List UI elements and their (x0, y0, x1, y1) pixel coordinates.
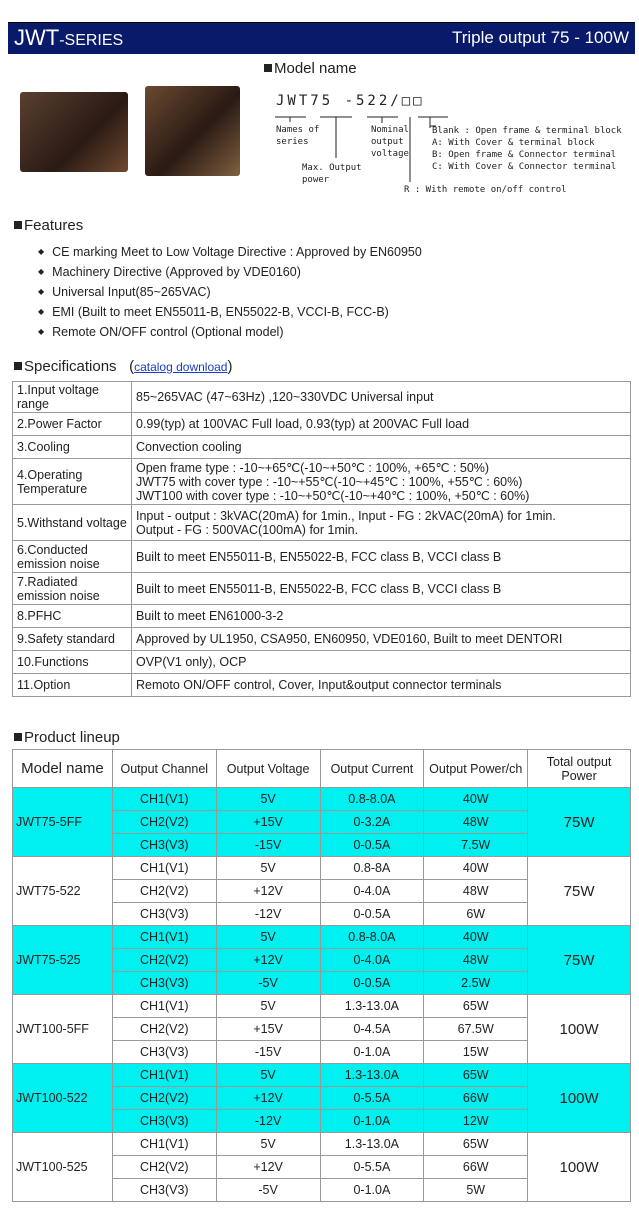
lineup-header: Output Current (320, 750, 424, 788)
lineup-cell: CH2(V2) (112, 880, 216, 903)
lineup-total-power: 75W (528, 857, 631, 926)
model-name-heading: Model name (264, 60, 357, 77)
lineup-row (13, 995, 631, 1018)
spec-key: 5.Withstand voltage (13, 505, 132, 541)
lineup-cell: 66W (424, 1156, 528, 1179)
lineup-model-name: JWT100-522 (13, 1064, 113, 1133)
lineup-cell: 0.8-8A (320, 857, 424, 880)
lineup-cell: 5V (216, 995, 320, 1018)
spec-row (13, 541, 631, 573)
lineup-model-name: JWT100-5FF (13, 995, 113, 1064)
lineup-cell: CH3(V3) (112, 972, 216, 995)
lineup-cell: 2.5W (424, 972, 528, 995)
lineup-cell: CH3(V3) (112, 903, 216, 926)
lineup-model-name: JWT75-522 (13, 857, 113, 926)
lineup-cell: CH1(V1) (112, 788, 216, 811)
lineup-cell: 0-1.0A (320, 1179, 424, 1202)
spec-value: OVP(V1 only), OCP (132, 651, 631, 674)
spec-value: Built to meet EN61000-3-2 (132, 605, 631, 628)
lineup-total-power: 100W (528, 1133, 631, 1202)
lineup-header: Model name (13, 750, 113, 788)
lineup-cell: 0.8-8.0A (320, 788, 424, 811)
spec-key: 4.Operating Temperature (13, 459, 132, 505)
lineup-cell: 6W (424, 903, 528, 926)
lineup-cell: +15V (216, 811, 320, 834)
lineup-cell: 48W (424, 811, 528, 834)
remote-label: R : With remote on/off control (404, 185, 567, 195)
product-lineup-heading: Product lineup (14, 729, 120, 746)
specifications-heading: Specifications (catalog download) (14, 358, 232, 375)
spec-row (13, 651, 631, 674)
spec-row (13, 436, 631, 459)
spec-value: 0.99(typ) at 100VAC Full load, 0.93(typ) at 200VAC Full load (132, 413, 631, 436)
spec-row (13, 505, 631, 541)
product-lineup-table (12, 749, 631, 1202)
spec-row (13, 674, 631, 697)
lineup-cell: 1.3-13.0A (320, 1133, 424, 1156)
lineup-cell: 0.8-8.0A (320, 926, 424, 949)
spec-row (13, 459, 631, 505)
lineup-cell: CH1(V1) (112, 857, 216, 880)
lineup-cell: 65W (424, 995, 528, 1018)
feature-item: ◆ CE marking Meet to Low Voltage Directive : Approved by EN60950 (38, 242, 422, 262)
spec-key: 8.PFHC (13, 605, 132, 628)
spec-key: 2.Power Factor (13, 413, 132, 436)
lineup-cell: +12V (216, 880, 320, 903)
product-photo-cover (145, 86, 240, 176)
lineup-total-power: 100W (528, 995, 631, 1064)
lineup-cell: 0-3.2A (320, 811, 424, 834)
lineup-cell: -12V (216, 903, 320, 926)
lineup-cell: 48W (424, 949, 528, 972)
lineup-cell: CH1(V1) (112, 1133, 216, 1156)
lineup-cell: 5V (216, 857, 320, 880)
lineup-cell: 40W (424, 788, 528, 811)
model-code: JWT75 -522/□□ (276, 93, 425, 109)
series-header (8, 22, 635, 54)
lineup-cell: 0-0.5A (320, 903, 424, 926)
spec-row (13, 628, 631, 651)
spec-row (13, 413, 631, 436)
lineup-header: Output Voltage (216, 750, 320, 788)
lineup-model-name: JWT100-525 (13, 1133, 113, 1202)
lineup-cell: CH1(V1) (112, 995, 216, 1018)
features-list (38, 242, 422, 342)
lineup-header: Output Channel (112, 750, 216, 788)
spec-row (13, 382, 631, 413)
spec-value: Built to meet EN55011-B, EN55022-B, FCC class B, VCCI class B (132, 573, 631, 605)
output-range: Triple output 75 - 100W (451, 28, 629, 47)
lineup-cell: 5V (216, 1133, 320, 1156)
feature-item: ◆ EMI (Built to meet EN55011-B, EN55022-B, VCCI-B, FCC-B) (38, 302, 422, 322)
lineup-cell: 5V (216, 926, 320, 949)
feature-item: ◆ Machinery Directive (Approved by VDE0160) (38, 262, 422, 282)
lineup-cell: 0-1.0A (320, 1110, 424, 1133)
lineup-cell: 0-4.0A (320, 949, 424, 972)
lineup-cell: 7.5W (424, 834, 528, 857)
lineup-cell: -15V (216, 1041, 320, 1064)
lineup-cell: CH2(V2) (112, 949, 216, 972)
lineup-cell: CH2(V2) (112, 1156, 216, 1179)
lineup-cell: +15V (216, 1018, 320, 1041)
lineup-row (13, 926, 631, 949)
lineup-cell: 15W (424, 1041, 528, 1064)
spec-key: 7.Radiated emission noise (13, 573, 132, 605)
specifications-table (12, 381, 631, 697)
lineup-cell: 5V (216, 1064, 320, 1087)
lineup-cell: 0-5.5A (320, 1156, 424, 1179)
lineup-cell: 65W (424, 1133, 528, 1156)
spec-value: Input - output : 3kVAC(20mA) for 1min., Input - FG : 2kVAC(20mA) for 1min. Output - FG : 500VAC(100mA) for 1min. (132, 505, 631, 541)
catalog-download-link[interactable]: catalog download (134, 360, 228, 374)
feature-item: ◆ Remote ON/OFF control (Optional model) (38, 322, 422, 342)
lineup-cell: +12V (216, 1087, 320, 1110)
spec-value: Open frame type : -10~+65℃(-10~+50℃ : 100%, +65℃ : 50%) JWT75 with cover type : -10~+55℃(-10~+45℃ : 100%, +55℃ : 60%) JWT100 with cover type : -10~+50℃(-10~+40℃ : 100%, +50℃ : 60%) (132, 459, 631, 505)
lineup-model-name: JWT75-5FF (13, 788, 113, 857)
lineup-row (13, 1064, 631, 1087)
features-heading: Features (14, 217, 83, 234)
lineup-cell: 1.3-13.0A (320, 995, 424, 1018)
lineup-cell: 0-4.5A (320, 1018, 424, 1041)
lineup-row (13, 857, 631, 880)
lineup-total-power: 75W (528, 788, 631, 857)
lineup-cell: 0-0.5A (320, 972, 424, 995)
lineup-cell: 67.5W (424, 1018, 528, 1041)
series-title: JWT-SERIES (14, 25, 124, 50)
product-photo-open-frame (20, 92, 128, 172)
lineup-cell: -5V (216, 1179, 320, 1202)
lineup-cell: CH2(V2) (112, 1018, 216, 1041)
lineup-cell: 40W (424, 926, 528, 949)
lineup-cell: CH2(V2) (112, 1087, 216, 1110)
spec-row (13, 573, 631, 605)
feature-item: ◆ Universal Input(85~265VAC) (38, 282, 422, 302)
spec-value: Built to meet EN55011-B, EN55022-B, FCC class B, VCCI class B (132, 541, 631, 573)
lineup-cell: 5W (424, 1179, 528, 1202)
spec-key: 6.Conducted emission noise (13, 541, 132, 573)
lineup-cell: 0-5.5A (320, 1087, 424, 1110)
lineup-cell: -5V (216, 972, 320, 995)
lineup-cell: 5V (216, 788, 320, 811)
lineup-cell: 65W (424, 1064, 528, 1087)
lineup-cell: +12V (216, 1156, 320, 1179)
lineup-row (13, 788, 631, 811)
lineup-header: Output Power/ch (424, 750, 528, 788)
lineup-cell: 0-1.0A (320, 1041, 424, 1064)
lineup-cell: CH3(V3) (112, 1110, 216, 1133)
spec-value: Convection cooling (132, 436, 631, 459)
lineup-cell: 12W (424, 1110, 528, 1133)
lineup-total-power: 100W (528, 1064, 631, 1133)
lineup-cell: 0-0.5A (320, 834, 424, 857)
lineup-cell: CH3(V3) (112, 1041, 216, 1064)
nominal-voltage-label: Nominal output voltage (371, 125, 409, 159)
spec-key: 1.Input voltage range (13, 382, 132, 413)
lineup-cell: -15V (216, 834, 320, 857)
lineup-cell: CH1(V1) (112, 1064, 216, 1087)
lineup-cell: -12V (216, 1110, 320, 1133)
lineup-cell: CH3(V3) (112, 834, 216, 857)
lineup-cell: +12V (216, 949, 320, 972)
lineup-row (13, 1133, 631, 1156)
lineup-cell: CH3(V3) (112, 1179, 216, 1202)
lineup-cell: 0-4.0A (320, 880, 424, 903)
spec-value: 85~265VAC (47~63Hz) ,120~330VDC Universal input (132, 382, 631, 413)
lineup-model-name: JWT75-525 (13, 926, 113, 995)
lineup-cell: 1.3-13.0A (320, 1064, 424, 1087)
spec-key: 3.Cooling (13, 436, 132, 459)
spec-value: Remoto ON/OFF control, Cover, Input&output connector terminals (132, 674, 631, 697)
lineup-cell: 40W (424, 857, 528, 880)
spec-row (13, 605, 631, 628)
lineup-cell: CH1(V1) (112, 926, 216, 949)
max-output-label: Max. Output power (302, 163, 362, 185)
lineup-cell: 66W (424, 1087, 528, 1110)
spec-value: Approved by UL1950, CSA950, EN60950, VDE0160, Built to meet DENTORI (132, 628, 631, 651)
lineup-total-power: 75W (528, 926, 631, 995)
spec-key: 11.Option (13, 674, 132, 697)
lineup-cell: CH2(V2) (112, 811, 216, 834)
options-label: Blank : Open frame & terminal block A: With Cover & terminal block B: Open frame & Connector terminal C: With Cover & Connector terminal (432, 126, 622, 172)
names-of-series-label: Names of series (276, 125, 320, 147)
lineup-header: Total output Power (528, 750, 631, 788)
spec-key: 9.Safety standard (13, 628, 132, 651)
spec-key: 10.Functions (13, 651, 132, 674)
lineup-cell: 48W (424, 880, 528, 903)
